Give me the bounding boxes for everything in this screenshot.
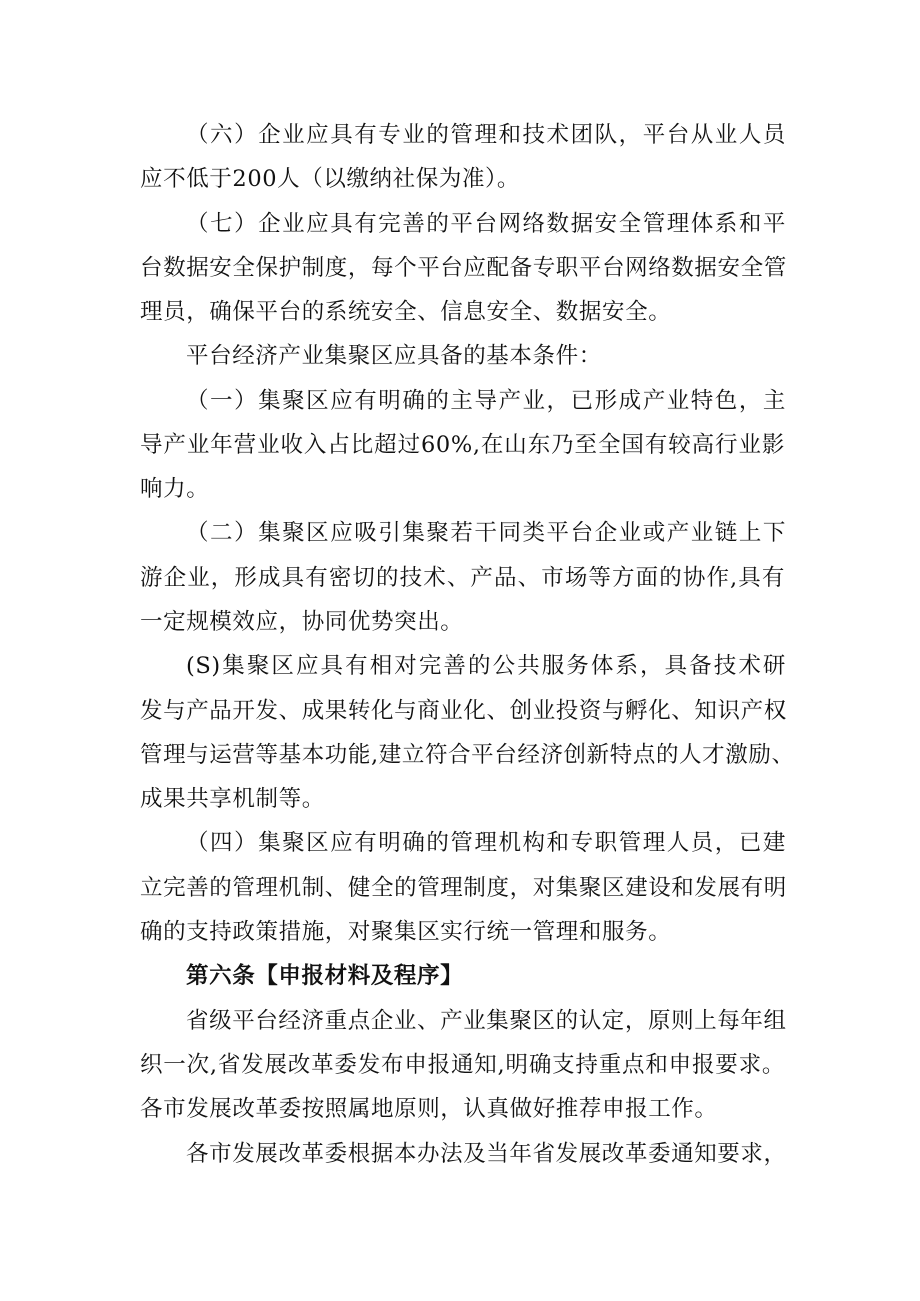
paragraph-line: 游企业，形成具有密切的技术、产品、市场等方面的协作,具有	[140, 565, 785, 591]
paragraph-line: 各市发展改革委根据本办法及当年省发展改革委通知要求，	[186, 1141, 787, 1167]
paragraph-line: （一）集聚区应有明确的主导产业，已形成产业特色，主	[186, 388, 786, 414]
paragraph-line: （二）集聚区应吸引集聚若干同类平台企业或产业链上下	[186, 520, 786, 546]
paragraph-line: 省级平台经济重点企业、产业集聚区的认定，原则上每年组	[186, 1008, 787, 1034]
paragraph-line: (S)集聚区应具有相对完善的公共服务体系，具备技术研	[186, 653, 786, 679]
paragraph-line: 应不低于200人（以缴纳社保为准）。	[140, 166, 520, 192]
paragraph-line: 成果共享机制等。	[140, 786, 325, 812]
paragraph-line: 平台经济产业集聚区应具备的基本条件：	[186, 343, 602, 369]
paragraph-line: 确的支持政策措施，对聚集区实行统一管理和服务。	[140, 919, 672, 945]
paragraph-line: 一定规模效应，协同优势突出。	[140, 609, 464, 635]
paragraph-line: （四）集聚区应有明确的管理机构和专职管理人员，已建	[186, 830, 786, 856]
paragraph-line: （七）企业应具有完善的平台网络数据安全管理体系和平	[186, 211, 786, 237]
paragraph-line: 响力。	[140, 476, 210, 502]
paragraph-line: 导产业年营业收入占比超过60%,在山东乃至全国有较高行业影	[140, 432, 785, 458]
paragraph-line: 织一次,省发展改革委发布申报通知,明确支持重点和申报要求。	[140, 1052, 785, 1078]
paragraph-line: 发与产品开发、成果转化与商业化、创业投资与孵化、知识产权	[140, 698, 787, 724]
paragraph-line: 理员，确保平台的系统安全、信息安全、数据安全。	[140, 299, 672, 325]
paragraph-line: 台数据安全保护制度，每个平台应配备专职平台网络数据安全管	[140, 255, 787, 281]
paragraph-line: 立完善的管理机制、健全的管理制度，对集聚区建设和发展有明	[140, 875, 787, 901]
paragraph-line: 管理与运营等基本功能,建立符合平台经济创新特点的人才激励、	[140, 742, 795, 768]
paragraph-line: 各市发展改革委按照属地原则，认真做好推荐申报工作。	[140, 1096, 718, 1122]
paragraph-line: （六）企业应具有专业的管理和技术团队，平台从业人员	[186, 122, 786, 148]
section-heading: 第六条【申报材料及程序】	[186, 963, 464, 989]
